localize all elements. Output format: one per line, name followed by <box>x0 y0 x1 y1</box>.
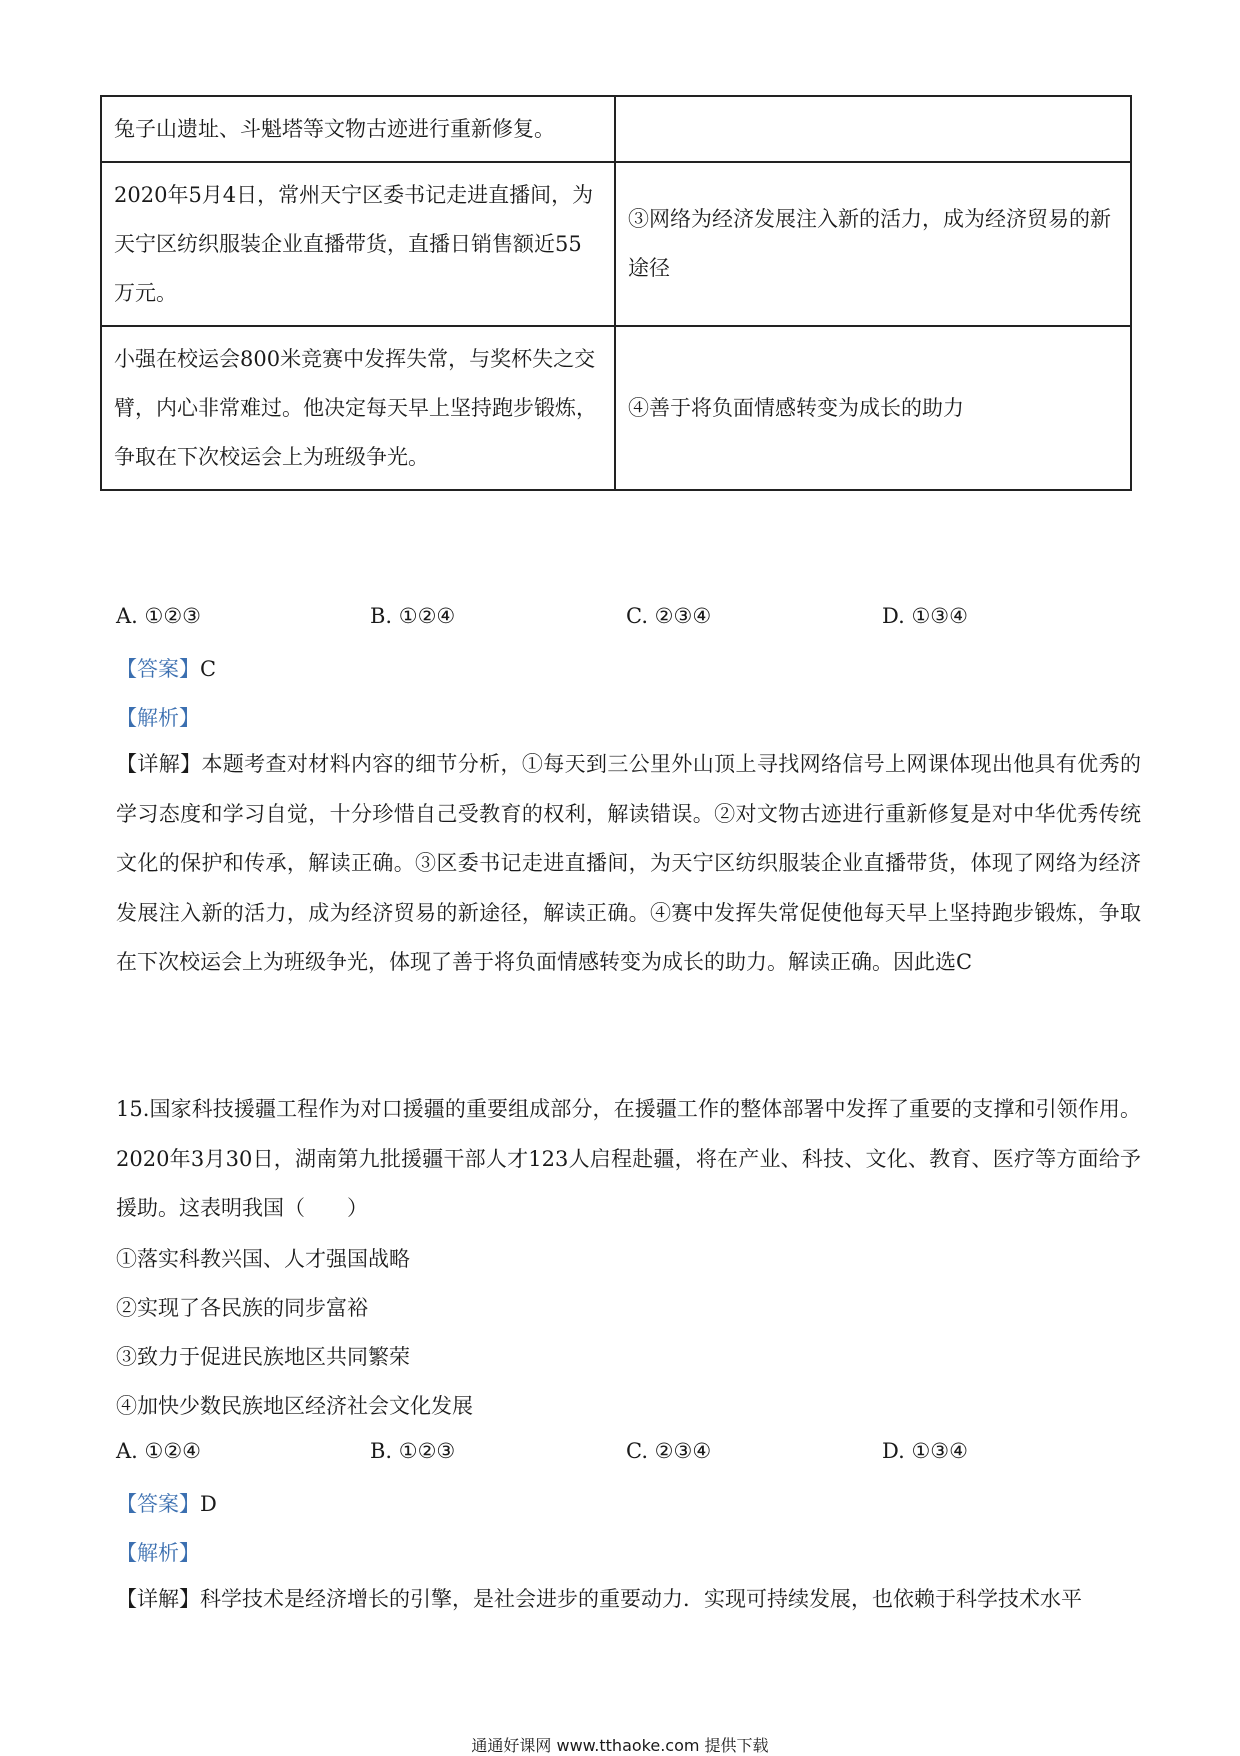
q14-option-d: D. ①③④ <box>882 604 968 628</box>
q15-item-4: ④加快少数民族地区经济社会文化发展 <box>116 1394 473 1418</box>
table-row <box>101 96 1131 162</box>
q15-stem: 15.国家科技援疆工程作为对口援疆的重要组成部分，在援疆工作的整体部署中发挥了重要的支撑和引领作用。2020年3月30日，湖南第九批援疆干部人才123人启程赴疆，将在产业、科技、文化、教育、医疗等方面给予援助。这表明我国（ ） <box>116 1097 1141 1220</box>
q15-detail <box>116 1575 1141 1625</box>
q14-option-b: B. ①②④ <box>370 604 456 628</box>
table-row <box>101 326 1131 490</box>
q15-option-b: B. ①②③ <box>370 1439 456 1463</box>
q14-option-c: C. ②③④ <box>626 604 712 628</box>
table-row <box>101 162 1131 326</box>
table-cell-material: 兔子山遗址、斗魁塔等文物古迹进行重新修复。 <box>101 96 615 162</box>
detail-tag: 【详解】 <box>116 752 202 776</box>
answer-value: C <box>200 657 217 681</box>
detail-text: 科学技术是经济增长的引擎，是社会进步的重要动力．实现可持续发展，也依赖于科学技术水平 <box>200 1587 1082 1611</box>
material-table <box>100 95 1132 491</box>
q14-answer <box>116 653 216 683</box>
detail-text: 本题考查对材料内容的细节分析，①每天到三公里外山顶上寻找网络信号上网课体现出他具有优秀的学习态度和学习自觉，十分珍惜自己受教育的权利，解读错误。②对文物古迹进行重新修复是对中华优秀传统文化的保护和传承，解读正确。③区委书记走进直播间，为天宁区纺织服装企业直播带货，体现了网络为经济发展注入新的活力，成为经济贸易的新途径，解读正确。④赛中发挥失常促使他每天早上坚持跑步锻炼，争取在下次校运会上为班级争光，体现了善于将负面情感转变为成长的助力。解读正确。因此选C <box>116 752 1142 974</box>
q15-option-c: C. ②③④ <box>626 1439 712 1463</box>
q14-detail <box>116 740 1141 988</box>
answer-tag: 【答案】 <box>116 657 200 681</box>
detail-tag: 【详解】 <box>116 1587 200 1611</box>
q15-analysis-tag: 【解析】 <box>116 1541 200 1565</box>
page-footer: 通通好课网 www.tthaoke.com 提供下载 <box>471 1736 769 1755</box>
q15-option-d: D. ①③④ <box>882 1439 968 1463</box>
q14-analysis-tag: 【解析】 <box>116 706 200 730</box>
q15-option-a: A. ①②④ <box>116 1439 201 1463</box>
q15-item-3: ③致力于促进民族地区共同繁荣 <box>116 1345 410 1369</box>
q15-item-1: ①落实科教兴国、人才强国战略 <box>116 1247 410 1271</box>
table-cell-material: 2020年5月4日，常州天宁区委书记走进直播间，为天宁区纺织服装企业直播带货，直播日销售额近55万元。 <box>101 162 615 326</box>
table-cell-interpretation: ③网络为经济发展注入新的活力，成为经济贸易的新途径 <box>615 162 1131 326</box>
answer-value: D <box>200 1492 217 1516</box>
table-cell-material: 小强在校运会800米竞赛中发挥失常，与奖杯失之交臂，内心非常难过。他决定每天早上坚持跑步锻炼，争取在下次校运会上为班级争光。 <box>101 326 615 490</box>
q14-option-a: A. ①②③ <box>116 604 201 628</box>
q15-answer <box>116 1488 217 1518</box>
table-cell-interpretation <box>615 96 1131 162</box>
table-cell-interpretation: ④善于将负面情感转变为成长的助力 <box>615 326 1131 490</box>
answer-tag: 【答案】 <box>116 1492 200 1516</box>
q15-item-2: ②实现了各民族的同步富裕 <box>116 1296 368 1320</box>
